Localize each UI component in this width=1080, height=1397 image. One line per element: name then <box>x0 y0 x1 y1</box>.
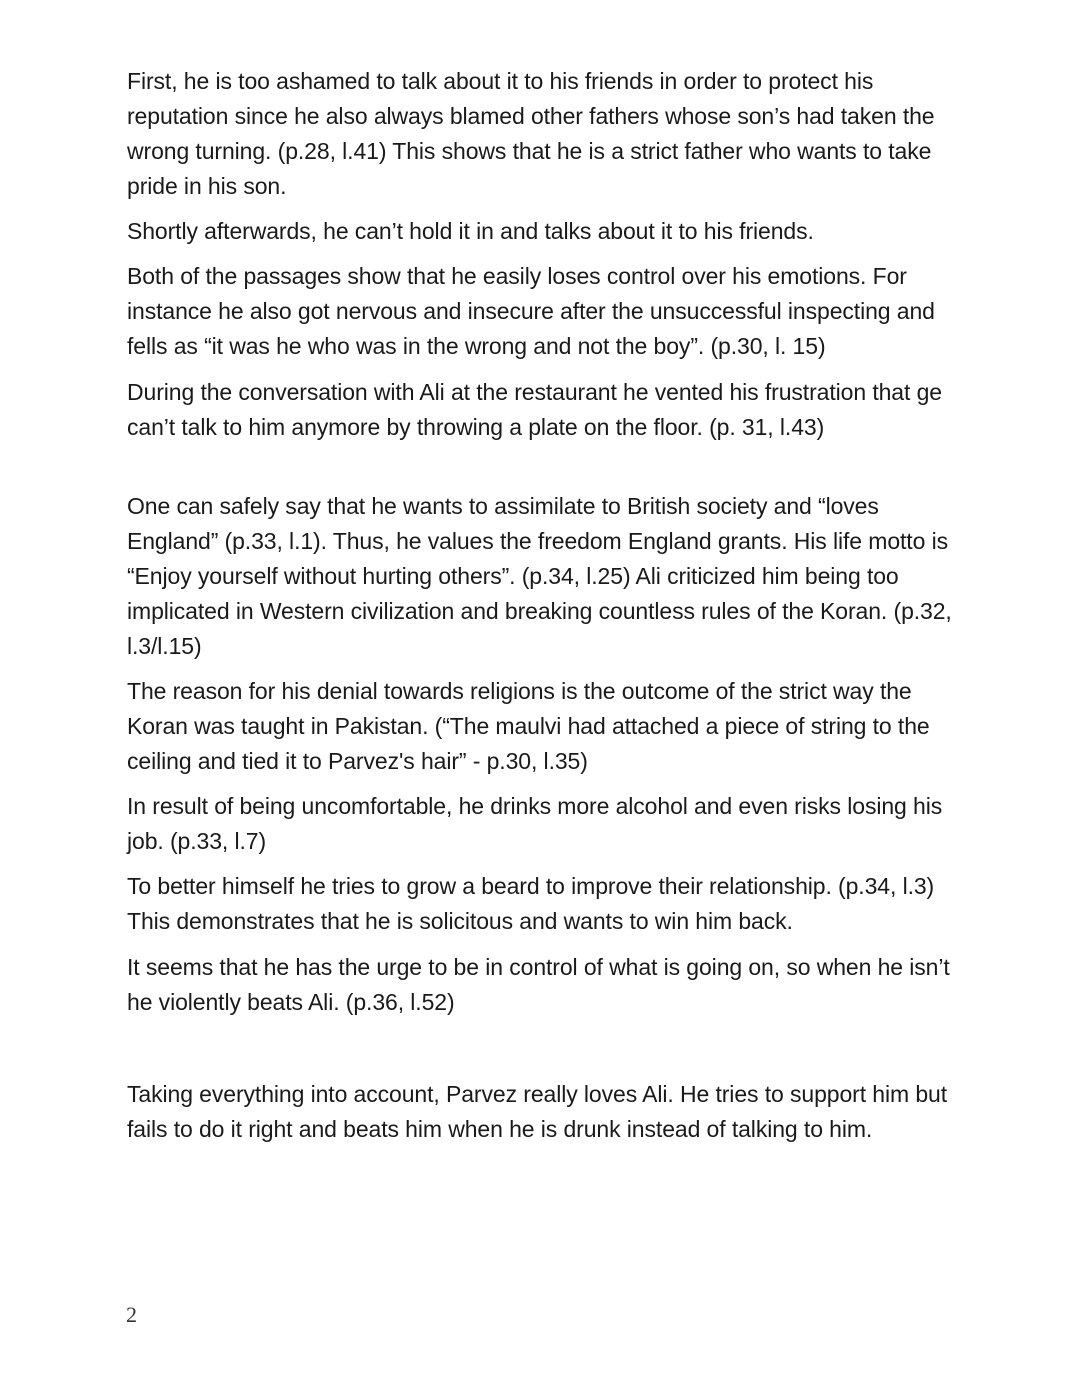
paragraph-religion-denial: The reason for his denial towards religions is the outcome of the strict way the Koran was taught in Pakistan. (“The maulvi had attached a piece of string to the ceiling and tied it to Parvez's hair” - p.30, l.35) <box>127 678 930 774</box>
paragraph-restaurant: During the conversation with Ali at the restaurant he vented his frustration that ge can’t talk to him anymore by throwing a plate on the floor. (p. 31, l.43) <box>127 379 942 440</box>
paragraph-shortly-afterwards: Shortly afterwards, he can’t hold it in and talks about it to his friends. <box>127 218 814 244</box>
paragraph-shame: First, he is too ashamed to talk about it to his friends in order to protect his reputation since he also always blamed other fathers whose son’s had taken the wrong turning. (p.28, l.41) This shows that he is a strict father who wants to take pride in his son. <box>127 68 935 199</box>
paragraph-conclusion: Taking everything into account, Parvez really loves Ali. He tries to support him but fails to do it right and beats him when he is drunk instead of talking to him. <box>127 1081 948 1142</box>
paragraph-beard: To better himself he tries to grow a beard to improve their relationship. (p.34, l.3) This demonstrates that he is solicitous and wants to win him back. <box>127 873 935 934</box>
paragraph-loses-control: Both of the passages show that he easily loses control over his emotions. For instance he also got nervous and insecure after the unsuccessful inspecting and fells as “it was he who was in the wrong and not the boy”. (p.30, l. 15) <box>127 263 935 359</box>
paragraph-assimilate: One can safely say that he wants to assimilate to British society and “loves England” (p.33, l.1). Thus, he values the freedom England grants. His life motto is “Enjoy yourself without hurting others”. (p.34, l.25) Ali criticized him being too implicated in Western civilization and breaking countless rules of the Koran. (p.32, l.3/l.15) <box>127 493 952 659</box>
paragraph-control: It seems that he has the urge to be in control of what is going on, so when he isn’t he violently beats Ali. (p.36, l.52) <box>127 954 950 1015</box>
page-number: 2 <box>126 1302 137 1327</box>
paragraph-alcohol: In result of being uncomfortable, he drinks more alcohol and even risks losing his job. (p.33, l.7) <box>127 793 943 854</box>
